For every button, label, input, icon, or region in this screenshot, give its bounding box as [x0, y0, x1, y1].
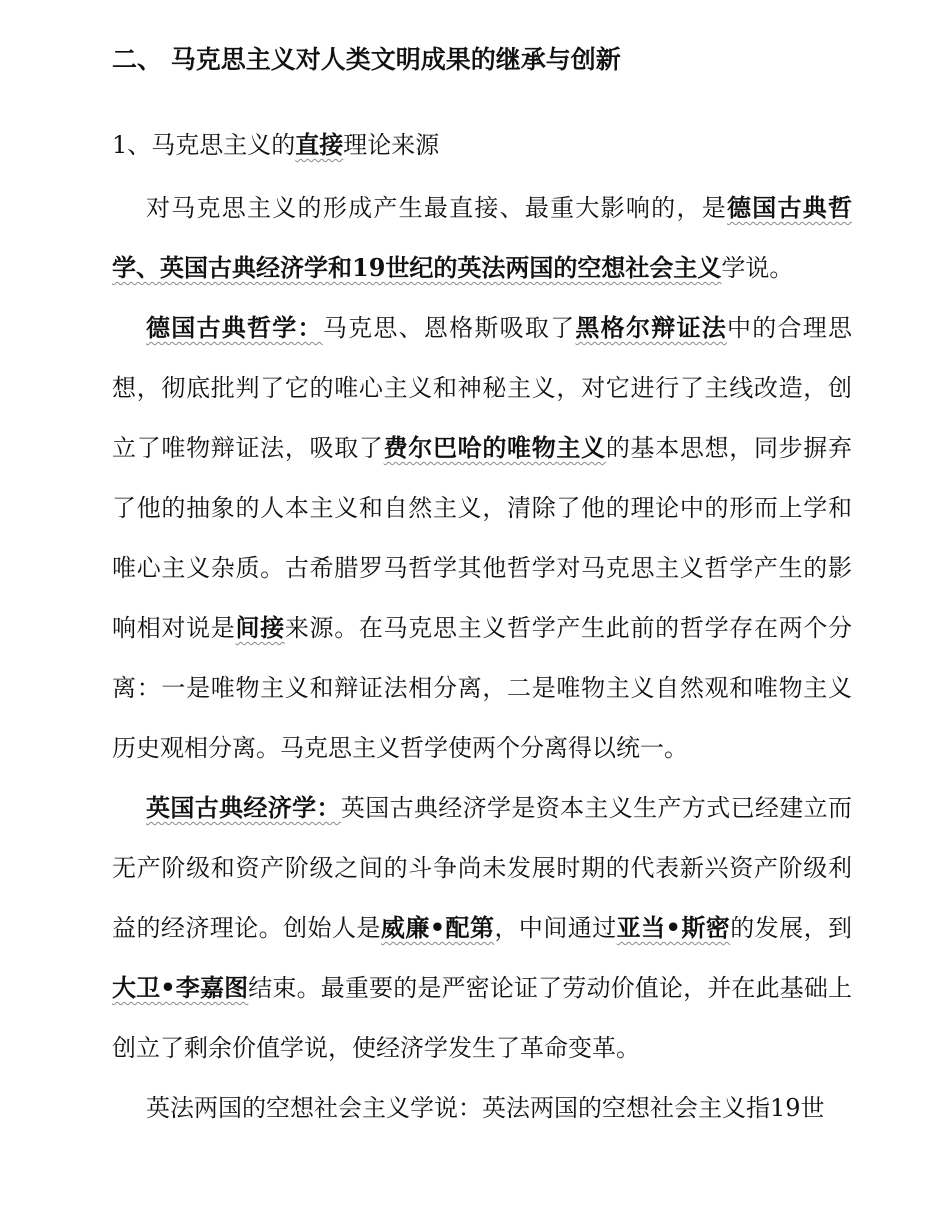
p2-bold-2: 黑格尔辩证法: [575, 313, 727, 342]
p3-bold-4: 大卫•李嘉图: [112, 973, 249, 1002]
p3-bold-2: 威廉•配第: [380, 913, 495, 942]
subheading-prefix: 1、马克思主义的: [112, 131, 296, 159]
subheading-suffix: 理论来源: [343, 131, 440, 159]
p3-text-4: 结束。最重要的是严密论证了劳动价值论，并在此基础上创立了剩余价值学说，使经济学发生了革命变革。: [112, 974, 853, 1062]
paragraph-german-philosophy: [112, 298, 852, 778]
p1-text-2: 学说。: [721, 254, 794, 282]
paragraph-utopian-socialism: [112, 1078, 852, 1138]
subsection-heading: [112, 128, 439, 162]
p3-bold-1: 英国古典经济学：: [146, 793, 341, 822]
p2-text-4: 来源。在马克思主义哲学产生此前的哲学存在两个分离：一是唯物主义和辩证法相分离，二是唯物主义自然观和唯物主义历史观相分离。马克思主义哲学使两个分离得以统一。: [112, 614, 853, 762]
p1-text-1: 对马克思主义的形成产生最直接、最重大影响的，是: [146, 194, 727, 222]
p3-text-2: ，中间通过: [494, 914, 617, 942]
paragraph-overview: [112, 178, 852, 298]
p3-text-1: 英国古典经济学是资本主义生产方式已经建立而无产阶级和资产阶级之间的斗争尚未发展时期的代表新兴资产阶级利益的经济理论。创始人是: [112, 794, 853, 942]
p4-text-1: 英法两国的空想社会主义学说：英法两国的空想社会主义指19世: [146, 1094, 825, 1122]
p2-bold-1: 德国古典哲学：: [146, 313, 323, 342]
p1-bold-1: 德国古典哲学、英国古典经济学和19世纪的英法两国的空想社会主义: [112, 193, 853, 282]
p3-bold-3: 亚当•斯密: [616, 913, 731, 942]
p2-bold-4: 间接: [235, 613, 285, 642]
p3-text-3: 的发展，到: [730, 914, 853, 942]
p2-text-1: 马克思、恩格斯吸取了: [322, 314, 576, 342]
subheading-bold: 直接: [295, 130, 344, 159]
p2-bold-3: 费尔巴哈的唯物主义: [383, 433, 606, 462]
p2-text-2: 中的合理思想，彻底批判了它的唯心主义和神秘主义，对它进行了主线改造，创立了唯物辩证法，吸取了: [112, 314, 853, 462]
paragraph-english-economics: [112, 778, 852, 1078]
section-heading: 二、 马克思主义对人类文明成果的继承与创新: [112, 45, 621, 74]
p2-text-3: 的基本思想，同步摒弃了他的抽象的人本主义和自然主义，清除了他的理论中的形而上学和唯心主义杂质。古希腊罗马哲学其他哲学对马克思主义哲学产生的影响相对说是: [112, 434, 853, 642]
